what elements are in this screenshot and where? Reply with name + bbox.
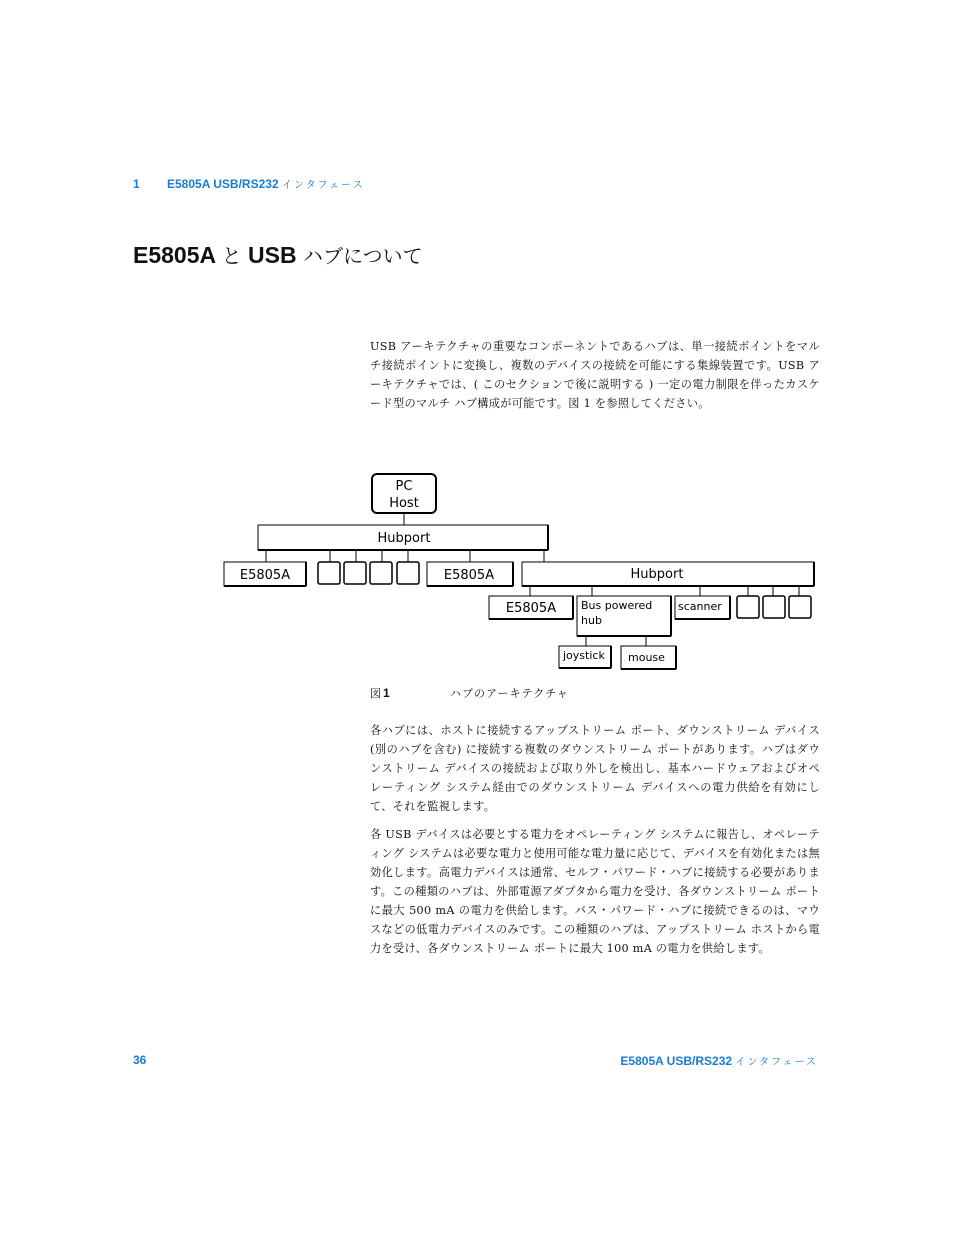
pc-host-label-2: Host xyxy=(389,496,419,511)
title-part-3: USB xyxy=(248,242,297,268)
intro-paragraph: USB アーキテクチャの重要なコンポーネントであるハブは、単一接続ポイントをマルチ接続ポイントに変換し、複数のデバイスの接続を可能にする集線装置です。USB アーキテクチャでは、( このセクションで後に説明する ) 一定の電力制限を伴ったカスケード型のマルチ ハブ構成が可能です。図 1 を参照してください。 xyxy=(370,340,820,410)
port-box-2 xyxy=(344,562,366,584)
port-box-6 xyxy=(763,596,785,618)
title-part-1: E5805A xyxy=(133,242,216,268)
mouse-label: mouse xyxy=(628,651,665,664)
footer-title: E5805A USB/RS232 xyxy=(620,1054,733,1068)
running-header xyxy=(133,176,365,191)
port-box-5 xyxy=(737,596,759,618)
port-box-3 xyxy=(370,562,392,584)
chapter-number: 1 xyxy=(133,177,140,191)
pc-host-label-1: PC xyxy=(395,479,413,494)
page-number: 36 xyxy=(133,1053,147,1067)
chapter-title-jp: インタフェース xyxy=(281,180,365,191)
body-paragraph-3: 各 USB デバイスは必要とする電力をオペレーティング システムに報告し、オペレーティング システムは必要な電力と使用可能な電力量に応じて、デバイスを有効化または無効化します。高電力デバイスは通常、セルフ・パワード・ハブに接続する必要があります。この種類のハブは、外部電源アダプタから電力を受け、各ダウンストリーム ポートに最大 500 mA の電力を供給します。バス・パワード・ハブに接続できるのは、マウスなどの低電力デバイスのみです。この種類のハブは、アップストリーム ホストから電力を受け、各ダウンストリーム ポートに最大 100 mA の電力を供給します。 xyxy=(370,828,820,955)
chapter-title: E5805A USB/RS232 xyxy=(167,177,279,191)
e5805a-bottom-label: E5805A xyxy=(505,601,557,616)
bus-powered-label-2: hub xyxy=(581,614,602,627)
figure-caption-text: ハブのアーキテクチャ xyxy=(450,687,569,700)
body-paragraph-2: 各ハブには、ホストに接続するアップストリーム ポート、ダウンストリーム デバイス (別のハブを含む) に接続する複数のダウンストリーム ポートがあります。ハブはダウンストリーム デバイスの接続および取り外しを検出し、基本ハードウェアおよびオペレーティング システム経由でのダウンストリーム デバイスへの電力供給を有効にして、それを監視します。 xyxy=(370,724,820,813)
hubport-top-label: Hubport xyxy=(377,531,431,546)
e5805a-left-label: E5805A xyxy=(239,568,291,583)
e5805a-mid-label: E5805A xyxy=(443,568,495,583)
hubport-right-label: Hubport xyxy=(630,567,684,582)
joystick-label: joystick xyxy=(563,649,605,662)
port-box-7 xyxy=(789,596,811,618)
usb-hub-architecture-diagram xyxy=(222,468,822,678)
port-box-1 xyxy=(318,562,340,584)
bus-powered-label-1: Bus powered xyxy=(581,599,653,612)
figure-caption xyxy=(370,685,569,701)
section-title xyxy=(133,240,423,269)
scanner-label: scanner xyxy=(678,600,722,613)
running-footer xyxy=(620,1053,818,1068)
title-part-4: ハブについて xyxy=(303,246,423,268)
figure-number: 1 xyxy=(383,686,390,700)
title-part-2: と xyxy=(221,246,242,268)
figure-label: 図 xyxy=(370,687,381,700)
footer-title-jp: インタフェース xyxy=(735,1057,818,1068)
port-box-4 xyxy=(397,562,419,584)
